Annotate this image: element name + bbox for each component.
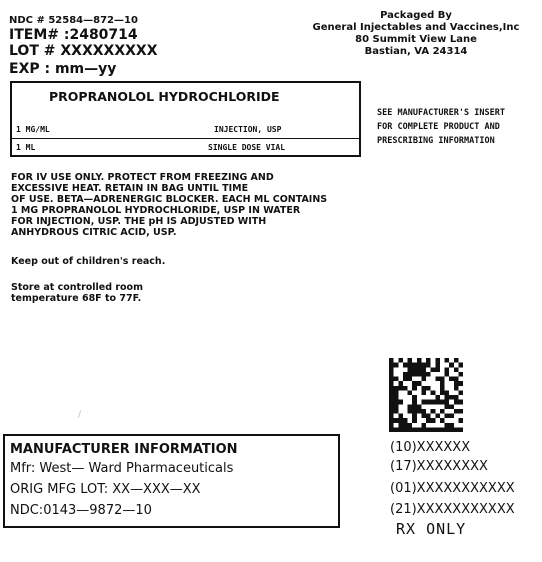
original-lot: ORIG MFG LOT: XX—XXX—XX [10, 482, 201, 497]
insert-note [377, 106, 505, 148]
ndc-number: NDC # 52584—872—10 [9, 15, 138, 26]
reach-warning: Keep out of children's reach. [11, 256, 166, 267]
data-matrix-barcode [389, 358, 463, 432]
packager-name: General Injectables and Vaccines,Inc [312, 22, 520, 33]
packager-city: Bastian, VA 24314 [364, 46, 468, 57]
code-01: (01)XXXXXXXXXXX [390, 481, 515, 496]
packager-street: 80 Summit View Lane [355, 34, 477, 45]
usage-warnings [11, 172, 327, 238]
manufacturer-name: Mfr: West— Ward Pharmaceuticals [10, 461, 234, 476]
warning-line: ANHYDROUS CITRIC ACID, USP. [11, 227, 177, 238]
product-box [10, 81, 361, 157]
product-strength: 1 MG/ML [16, 125, 50, 134]
code-10: (10)XXXXXX [390, 440, 471, 455]
storage-line: Store at controlled room [11, 282, 143, 293]
packager-block [300, 10, 532, 58]
warning-line: FOR IV USE ONLY. PROTECT FROM FREEZING AND [11, 172, 274, 183]
stray-mark: / [78, 410, 82, 420]
insert-note-line: FOR COMPLETE PRODUCT AND [377, 122, 500, 132]
warning-line: OF USE. BETA—ADRENERGIC BLOCKER. EACH ML CONTAINS [11, 194, 328, 205]
manufacturer-heading: MANUFACTURER INFORMATION [10, 442, 238, 457]
product-volume: 1 ML [16, 143, 36, 152]
warning-line: FOR INJECTION, USP. THE pH IS ADJUSTED WITH [11, 216, 267, 227]
warning-line: 1 MG PROPRANOLOL HYDROCHLORIDE, USP IN WATER [11, 205, 301, 216]
insert-note-line: SEE MANUFACTURER'S INSERT [377, 108, 505, 118]
code-17: (17)XXXXXXXX [390, 459, 488, 474]
product-form: INJECTION, USP [214, 125, 282, 134]
manufacturer-ndc: NDC:0143—9872—10 [10, 503, 152, 518]
manufacturer-box [3, 434, 340, 528]
warning-line: EXCESSIVE HEAT. RETAIN IN BAG UNTIL TIME [11, 183, 249, 194]
rx-only: RX ONLY [396, 520, 467, 538]
expiration-date: EXP : mm—yy [9, 61, 117, 77]
product-name: PROPRANOLOL HYDROCHLORIDE [49, 89, 280, 104]
storage-line: temperature 68F to 77F. [11, 293, 142, 304]
product-container: SINGLE DOSE VIAL [208, 143, 286, 152]
packager-heading: Packaged By [380, 10, 452, 21]
product-divider [12, 138, 359, 139]
code-21: (21)XXXXXXXXXXX [390, 502, 515, 517]
storage-instructions [11, 282, 143, 304]
insert-note-line: PRESCRIBING INFORMATION [377, 136, 495, 146]
item-number: ITEM# :2480714 [9, 27, 138, 43]
lot-number: LOT # XXXXXXXXX [9, 43, 158, 59]
